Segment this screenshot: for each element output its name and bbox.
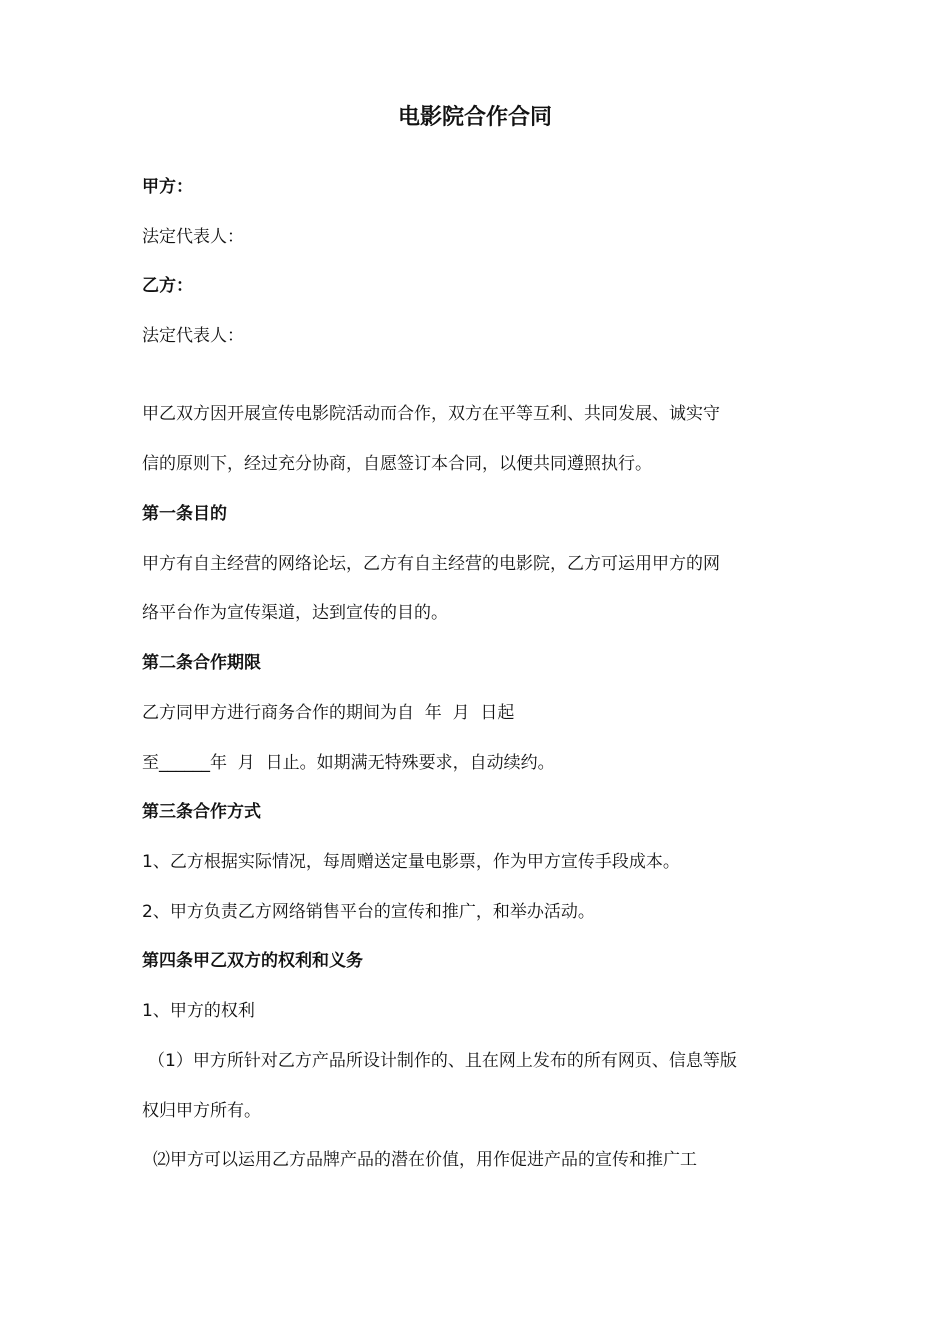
party-a-label: 甲方： xyxy=(142,177,193,197)
article-4-item-2-line-1: ⑵甲方可以运用乙方品牌产品的潜在价值，用作促进产品的宣传和推广工 xyxy=(153,1150,697,1170)
article-3-item-2: 2、甲方负责乙方网络销售平台的宣传和推广，和举办活动。 xyxy=(142,902,595,922)
article-1-heading: 第一条目的 xyxy=(142,504,227,524)
preamble-line-2: 信的原则下，经过充分协商，自愿签订本合同，以便共同遵照执行。 xyxy=(142,454,652,474)
article-3-item-1: 1、乙方根据实际情况，每周赠送定量电影票，作为甲方宣传手段成本。 xyxy=(142,852,680,872)
article-4-item-1-line-2: 权归甲方所有。 xyxy=(142,1101,261,1121)
article-2-line-2: 至______年 月 日止。如期满无特殊要求，自动续约。 xyxy=(142,753,555,773)
article-1-line-2: 络平台作为宣传渠道，达到宣传的目的。 xyxy=(142,603,448,623)
party-b-representative-label: 法定代表人： xyxy=(142,326,244,346)
article-2-line-1: 乙方同甲方进行商务合作的期间为自 年 月 日起 xyxy=(142,703,515,723)
party-b-label: 乙方： xyxy=(142,276,193,296)
article-4-subheading-1: 1、甲方的权利 xyxy=(142,1001,255,1021)
party-a-representative-label: 法定代表人： xyxy=(142,227,244,247)
preamble-line-1: 甲乙双方因开展宣传电影院活动而合作，双方在平等互利、共同发展、诚实守 xyxy=(142,404,720,424)
article-2-heading: 第二条合作期限 xyxy=(142,653,261,673)
article-4-item-1-line-1: （1）甲方所针对乙方产品所设计制作的、且在网上发布的所有网页、信息等版 xyxy=(148,1051,737,1071)
article-3-heading: 第三条合作方式 xyxy=(142,802,261,822)
document-title: 电影院合作合同 xyxy=(397,105,552,130)
article-1-line-1: 甲方有自主经营的网络论坛，乙方有自主经营的电影院，乙方可运用甲方的网 xyxy=(142,554,720,574)
article-4-heading: 第四条甲乙双方的权利和义务 xyxy=(142,951,363,971)
